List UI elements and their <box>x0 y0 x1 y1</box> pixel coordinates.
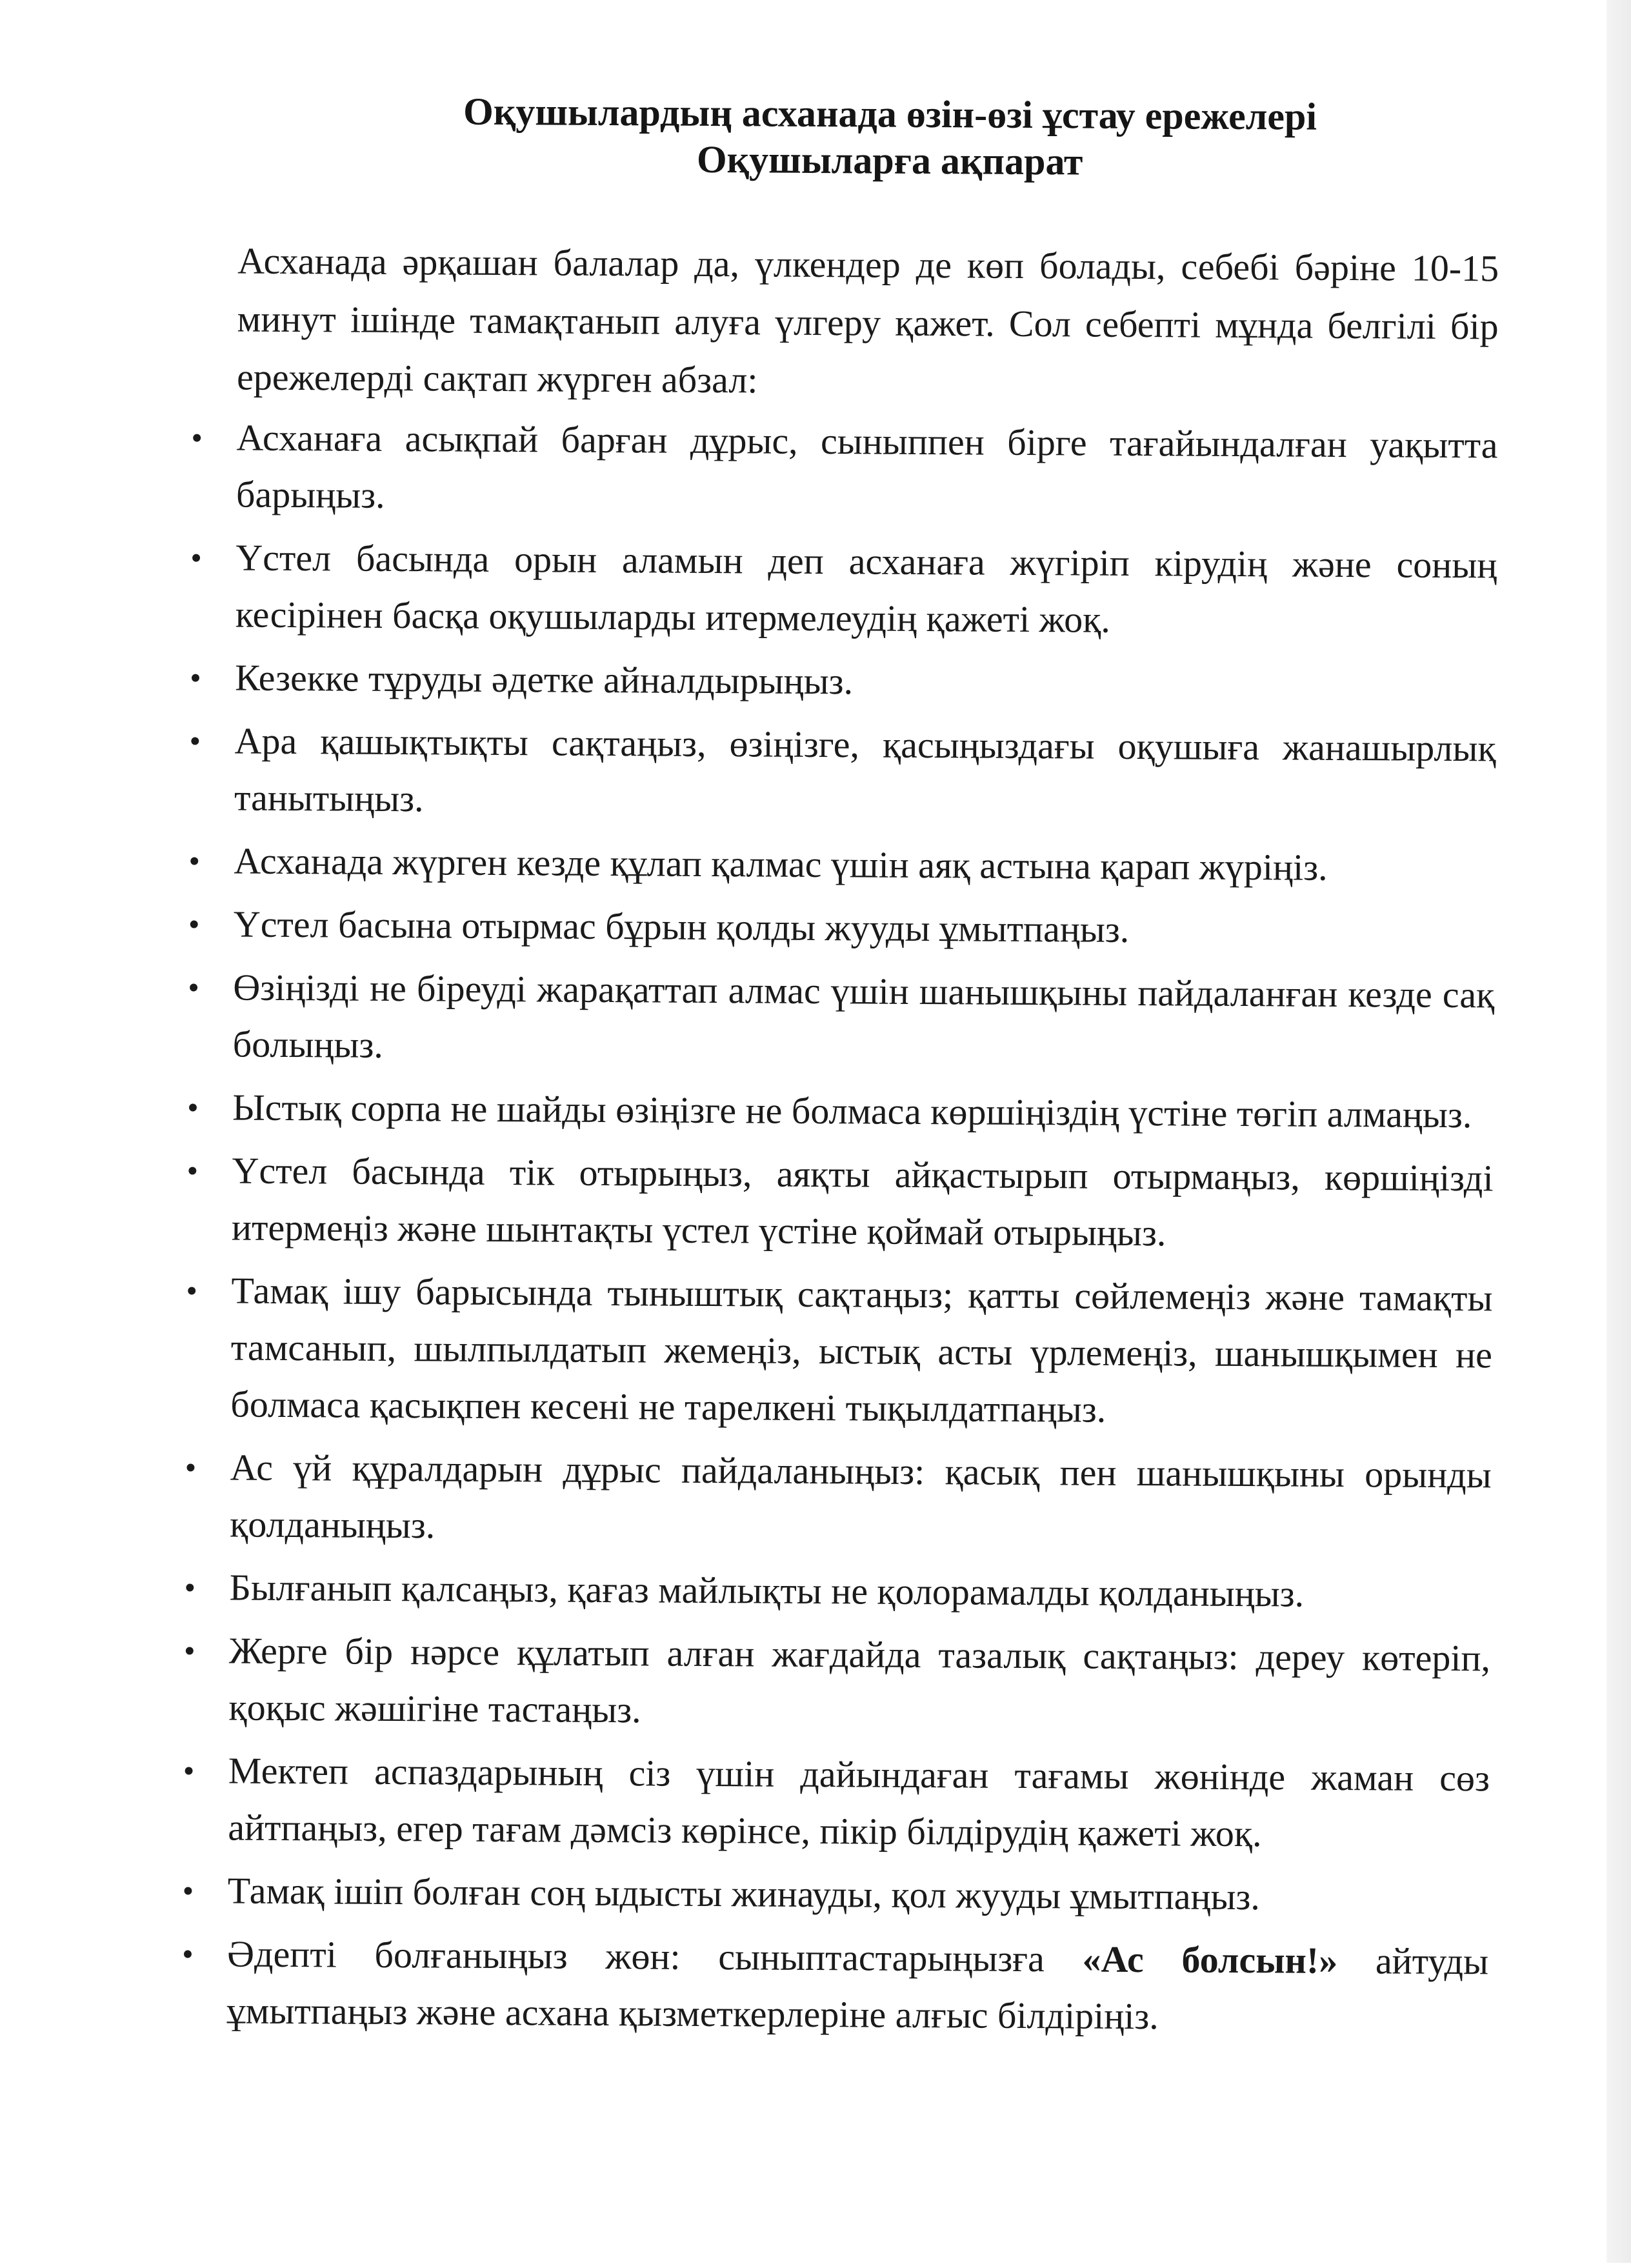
bullet-icon: • <box>183 1632 195 1669</box>
greeting-phrase: «Ас болсын!» <box>1082 1938 1338 1982</box>
bullet-icon: • <box>186 1272 198 1309</box>
rule-text: Кезекке тұруды әдетке айналдырыңыз. <box>235 656 854 703</box>
bullet-icon: • <box>186 1152 199 1189</box>
rule-item <box>0 1621 1490 1743</box>
rule-item <box>0 1261 1493 1440</box>
bullet-icon: • <box>184 1569 196 1606</box>
rule-item <box>1 831 1495 897</box>
bullet-icon: • <box>182 1872 194 1909</box>
document-subtitle: Оқушыларға ақпарат <box>696 137 1083 183</box>
rule-text-before: Әдепті болғаныңыз жөн: сыныптастарыңызға <box>226 1932 1083 1980</box>
rule-text: Жерге бір нәрсе құлатып алған жағдайда тазалық сақтаңыз: дереу көтеріп, қоқыс жәшігіне тастаңыз. <box>228 1629 1491 1731</box>
bullet-icon: • <box>188 843 201 879</box>
rule-text: Өзіңізді не біреуді жарақаттап алмас үшін шанышқыны пайдаланған кезде сақ болыңыз. <box>232 966 1495 1066</box>
rule-text: Асханаға асықпай барған дұрыс, сыныппен бірге тағайындалған уақытта барыңыз. <box>235 416 1498 516</box>
rule-text: Ара қашықтықты сақтаңыз, өзіңізге, қасыңыздағы оқушыға жанашырлық танытыңыз. <box>234 719 1496 820</box>
intro-paragraph: Асханада әрқашан балалар да, үлкендер де көп болады, себебі бәріне 10-15 минут ішінде тамақтанып алуға үлгеру қажет. Сол себепті мұнда белгілі бір ережелерді сақтап жүрген абзал: <box>236 239 1499 401</box>
rule-text: Мектеп аспаздарының сіз үшін дайындаған тағамы жөнінде жаман сөз айтпаңыз, егер тағам дәмсіз көрінсе, пікір білдірудің қажеті жоқ. <box>228 1749 1490 1855</box>
bullet-icon: • <box>188 969 200 1006</box>
rules-list <box>0 408 1631 2054</box>
rule-item <box>0 1438 1492 1560</box>
rule-text: Тамақ ішу барысында тыныштық сақтаңыз; қатты сөйлемеңіз және тамақты тамсанып, шылпылдатып жемеңіз, ыстық асты үрлемеңіз, шанышқымен не болмаса қасықпен кесені не тарелкені тықылдатпаңыз. <box>230 1269 1493 1430</box>
rule-text: Ыстық сорпа не шайды өзіңізге не болмаса көршіңіздің үстіне төгіп алмаңыз. <box>232 1086 1472 1136</box>
rule-text: Асханада жүрген кезде құлап қалмас үшін аяқ астына қарап жүріңіз. <box>234 839 1328 888</box>
rule-text-after: айтуды ұмытпаңыз және асхана қызметкерлеріне алғыс білдіріңіз. <box>226 1939 1489 2038</box>
rule-item <box>0 1861 1489 1927</box>
rule-item <box>0 1078 1494 1143</box>
rule-item <box>0 1924 1488 2047</box>
bullet-icon: • <box>183 1752 195 1789</box>
rule-item <box>3 528 1497 650</box>
rule-item <box>2 711 1496 834</box>
rule-item <box>1 958 1495 1080</box>
bullet-icon: • <box>189 723 201 759</box>
document-title: Оқушылардың асханада өзін-өзі ұстау ережелері <box>463 90 1317 138</box>
rule-text: Үстел басында тік отырыңыз, аяқты айқастырып отырмаңыз, көршіңізді итермеңіз және шынтақты үстел үстіне қоймай отырыңыз. <box>231 1149 1494 1254</box>
rule-item <box>0 1741 1490 1863</box>
bullet-icon: • <box>187 1089 199 1126</box>
bullet-icon: • <box>190 659 201 696</box>
rule-text: Үстел басында орын аламын деп асханаға жүгіріп кірудің және соның кесірінен басқа оқушыларды итермелеудің қажеті жоқ. <box>235 536 1497 641</box>
rule-item <box>0 1141 1494 1263</box>
rule-item <box>4 408 1498 530</box>
rule-text <box>226 1932 1488 2037</box>
rule-text: Ас үй құралдарын дұрыс пайдаланыңыз: қасық пен шанышқыны орынды қолданыңыз. <box>230 1446 1492 1547</box>
bullet-icon: • <box>190 539 203 576</box>
bullet-icon: • <box>182 1936 194 1972</box>
bullet-icon: • <box>188 906 200 943</box>
rule-item <box>0 1558 1491 1623</box>
rule-text: Үстел басына отырмас бұрын қолды жууды ұмытпаңыз. <box>233 903 1130 950</box>
rule-item <box>1 894 1495 960</box>
bullet-icon: • <box>191 419 203 456</box>
rule-text: Тамақ ішіп болған соң ыдысты жинауды, қол жууды ұмытпаңыз. <box>227 1869 1261 1918</box>
rule-item <box>3 648 1496 714</box>
bullet-icon: • <box>185 1449 197 1486</box>
rule-text: Былғанып қалсаңыз, қағаз майлықты не қолорамалды қолданыңыз. <box>229 1566 1305 1615</box>
